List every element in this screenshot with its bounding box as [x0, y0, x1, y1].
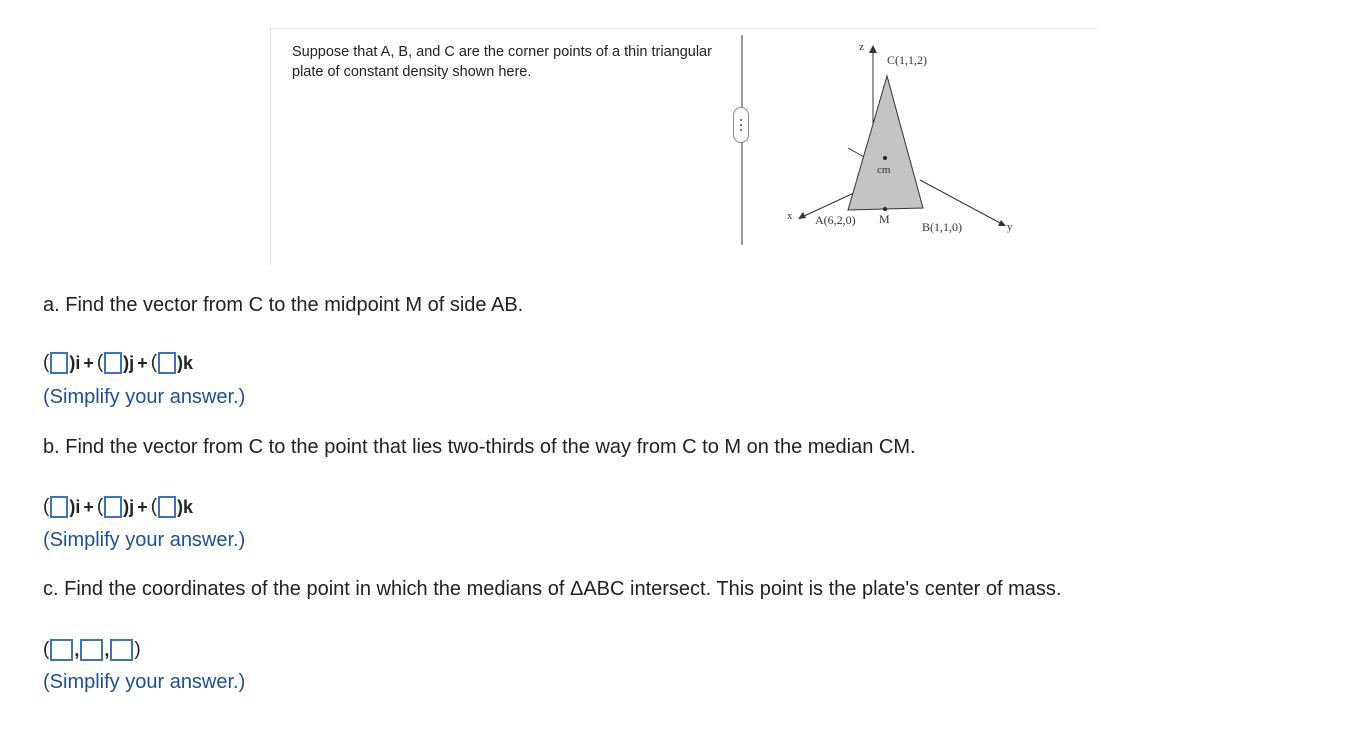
answer-b-k-input[interactable] [158, 496, 176, 518]
open-paren: ( [96, 496, 104, 517]
open-paren: ( [96, 352, 104, 373]
open-paren: ( [43, 352, 50, 373]
answer-row-c [43, 637, 141, 663]
hint-b: (Simplify your answer.) [43, 529, 246, 551]
problem-statement: Suppose that A, B, and C are the corner points of a thin triangular plate of constant density shown here. [292, 44, 712, 80]
k-component-label: )k [177, 496, 194, 517]
question-b: b. Find the vector from C to the point that lies two-thirds of the way from C to M on the median CM. [43, 436, 916, 458]
y-axis-line [920, 180, 1002, 224]
triangle-figure [770, 30, 1060, 250]
point-m-label: M [879, 212, 890, 226]
comma: , [74, 639, 80, 660]
question-c: c. Find the coordinates of the point in which the medians of ΔABC intersect. This point is the plate's center of mass. [43, 578, 1062, 600]
y-axis-label: y [1007, 221, 1013, 233]
k-component-label: )k [177, 352, 194, 373]
z-axis-label: z [859, 41, 864, 53]
answer-a-i-input[interactable] [50, 352, 68, 374]
plus-sign: + [137, 496, 148, 517]
plus-sign: + [137, 352, 148, 373]
center-of-mass-dot [883, 156, 887, 160]
answer-a-j-input[interactable] [104, 352, 122, 374]
answer-c-y-input[interactable] [80, 639, 103, 661]
grip-dot [740, 129, 742, 131]
answer-b-j-input[interactable] [104, 496, 122, 518]
open-paren: ( [150, 352, 158, 373]
open-paren: ( [43, 639, 50, 660]
answer-b-i-input[interactable] [50, 496, 68, 518]
open-paren: ( [150, 496, 158, 517]
i-component-label: )i [69, 496, 81, 517]
triangle-plate [848, 76, 923, 210]
point-a-label: A(6,2,0) [815, 213, 856, 227]
answer-row-b [43, 494, 193, 520]
splitter-handle[interactable] [733, 107, 749, 143]
hint-a: (Simplify your answer.) [43, 386, 246, 408]
plus-sign: + [83, 496, 94, 517]
x-axis-label: x [787, 210, 793, 222]
center-of-mass-label: cm [877, 164, 891, 176]
z-axis-arrow [869, 45, 877, 53]
hint-c: (Simplify your answer.) [43, 671, 246, 693]
comma: , [104, 639, 110, 660]
panel-top-divider [271, 28, 1097, 29]
open-paren: ( [43, 496, 50, 517]
close-paren: ) [134, 639, 141, 660]
grip-dot [740, 119, 742, 121]
answer-c-x-input[interactable] [50, 639, 73, 661]
question-a: a. Find the vector from C to the midpoint M of side AB. [43, 294, 524, 316]
point-c-label: C(1,1,2) [887, 53, 927, 67]
answer-a-k-input[interactable] [158, 352, 176, 374]
grip-dot [740, 124, 742, 126]
panel-left-divider [270, 28, 271, 265]
plus-sign: + [83, 352, 94, 373]
j-component-label: )j [123, 496, 135, 517]
i-component-label: )i [69, 352, 81, 373]
answer-c-z-input[interactable] [110, 639, 133, 661]
j-component-label: )j [123, 352, 135, 373]
midpoint-m-dot [883, 207, 887, 211]
answer-row-a [43, 350, 193, 376]
point-b-label: B(1,1,0) [922, 220, 962, 234]
